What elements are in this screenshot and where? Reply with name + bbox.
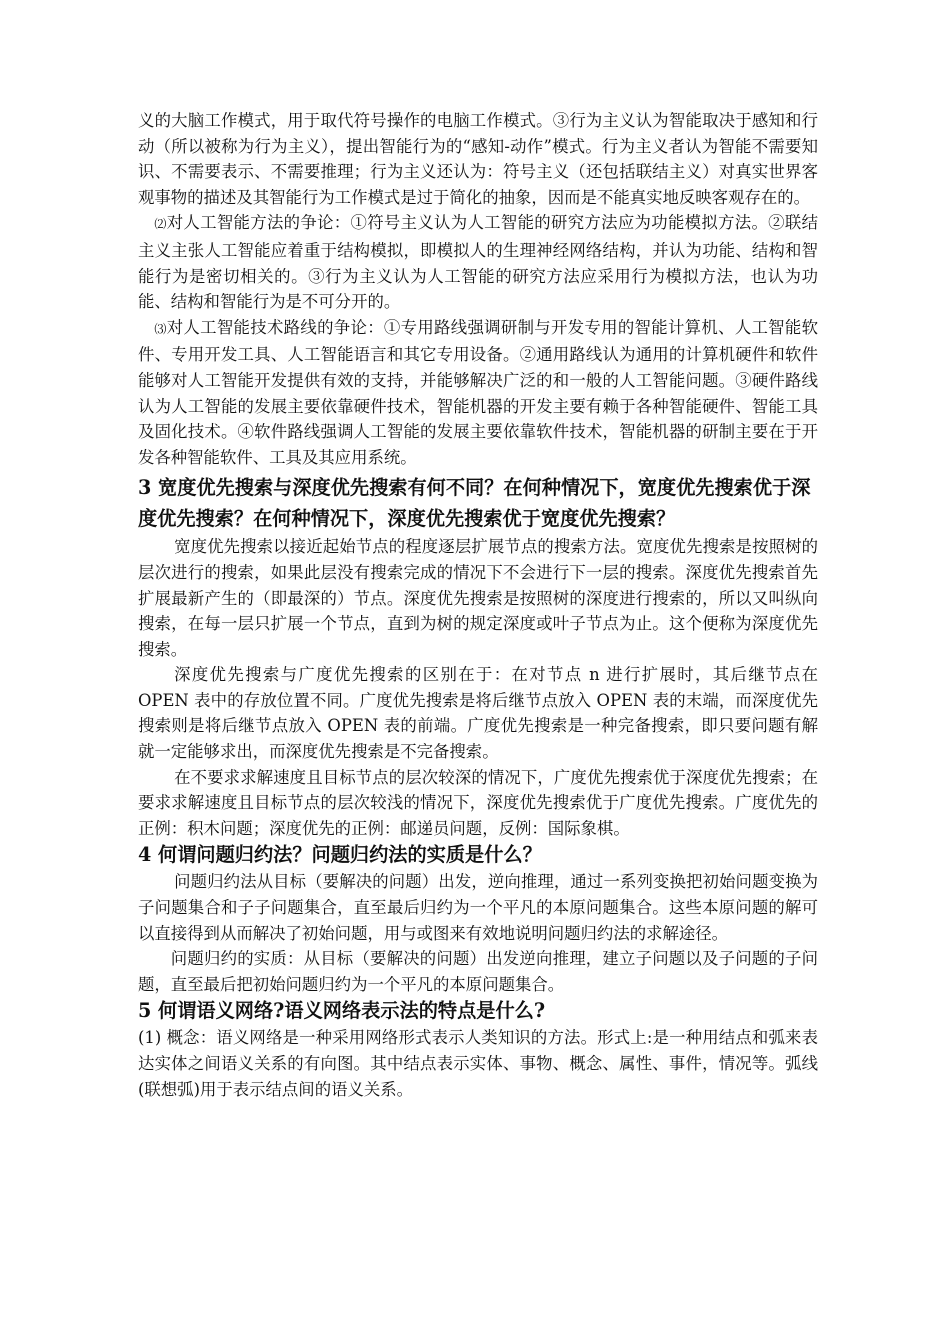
answer-4-paragraph-2: 问题归约的实质：从目标（要解决的问题）出发逆向推理，建立子问题以及子问题的子问题，直至最后把初始问题归约为一个平凡的本原问题集合。: [138, 949, 818, 994]
question-3-heading: 3 宽度优先搜索与深度优先搜索有何不同？在何种情况下，宽度优先搜索优于深度优先搜索？在何种情况下，深度优先搜索优于宽度优先搜索？: [138, 476, 811, 531]
answer-3-paragraph-3: 在不要求求解速度且目标节点的层次较深的情况下，广度优先搜索优于深度优先搜索；在要求求解速度且目标节点的层次较浅的情况下，深度优先搜索优于广度优先搜索。广度优先的正例：积木问题；深度优先的正例：邮递员问题，反例：国际象棋。: [138, 767, 818, 838]
paragraph-tech-route-debate: [138, 315, 818, 471]
answer-5-paragraph-1: (1) 概念：语义网络是一种采用网络形式表示人类知识的方法。形式上:是一种用结点和弧来表达实体之间语义关系的有向图。其中结点表示实体、事物、概念、属性、事件，情况等。弧线(联想弧)用于表示结点间的语义关系。: [138, 1028, 818, 1099]
answer-3-paragraph-2: 深度优先搜索与广度优先搜索的区别在于：在对节点 n 进行扩展时，其后继节点在 OPEN 表中的存放位置不同。广度优先搜索是将后继节点放入 OPEN 表的末端，而深度优先搜索则是将后继节点放入 OPEN 表的前端。广度优先搜索是一种完备搜索，即只要问题有解就一定能够求出，而深度优先搜索是不完备搜索。: [138, 665, 818, 762]
question-5-heading: 5 何谓语义网络?语义网络表示法的特点是什么?: [138, 999, 546, 1023]
paragraph-text: 对人工智能技术路线的争论：①专用路线强调研制与开发专用的智能计算机、人工智能软件、专用开发工具、人工智能语言和其它专用设备。②通用路线认为通用的计算机硬件和软件能够对人工智能开发提供有效的支持，并能够解决广泛的和一般的人工智能问题。③硬件路线认为人工智能的发展主要依靠硬件技术，智能机器的开发主要有赖于各种智能硬件、智能工具及固化技术。④软件路线强调人工智能的发展主要依靠软件技术，智能机器的研制主要在于开发各种智能软件、工具及其应用系统。: [138, 317, 818, 467]
answer-3-paragraph-1: 宽度优先搜索以接近起始节点的程度逐层扩展节点的搜索方法。宽度优先搜索是按照树的层次进行的搜索，如果此层没有搜索完成的情况下不会进行下一层的搜索。深度优先搜索首先扩展最新产生的（即最深的）节点。深度优先搜索是按照树的深度进行搜索的，所以又叫纵向搜索，在每一层只扩展一个节点，直到为树的规定深度或叶子节点为止。这个便称为深度优先搜索。: [138, 537, 818, 659]
list-number: ⑵: [154, 217, 167, 232]
paragraph-method-debate: [138, 210, 818, 314]
list-number: ⑶: [154, 321, 167, 336]
paragraph-text: 对人工智能方法的争论：①符号主义认为人工智能的研究方法应为功能模拟方法。②联结主义主张人工智能应着重于结构模拟，即模拟人的生理神经网络结构，并认为功能、结构和智能行为是密切相关的。③行为主义认为人工智能的研究方法应采用行为模拟方法，也认为功能、结构和智能行为是不可分开的。: [138, 213, 818, 312]
paragraph-behaviorism: 义的大脑工作模式，用于取代符号操作的电脑工作模式。③行为主义认为智能取决于感知和行动（所以被称为行为主义），提出智能行为的“感知-动作”模式。行为主义者认为智能不需要知识、不需要表示、不需要推理；行为主义还认为：符号主义（还包括联结主义）对真实世界客观事物的描述及其智能行为工作模式是过于简化的抽象，因而是不能真实地反映客观存在的。: [138, 111, 818, 207]
document-page: [138, 108, 818, 1102]
answer-4-paragraph-1: 问题归约法从目标（要解决的问题）出发，逆向推理，通过一系列变换把初始问题变换为子问题集合和子子问题集合，直至最后归约为一个平凡的本原问题集合。这些本原问题的解可以直接得到从而解决了初始问题，用与或图来有效地说明问题归约法的求解途径。: [138, 872, 818, 943]
question-4-heading: 4 何谓问题归约法？问题归约法的实质是什么？: [138, 843, 542, 867]
